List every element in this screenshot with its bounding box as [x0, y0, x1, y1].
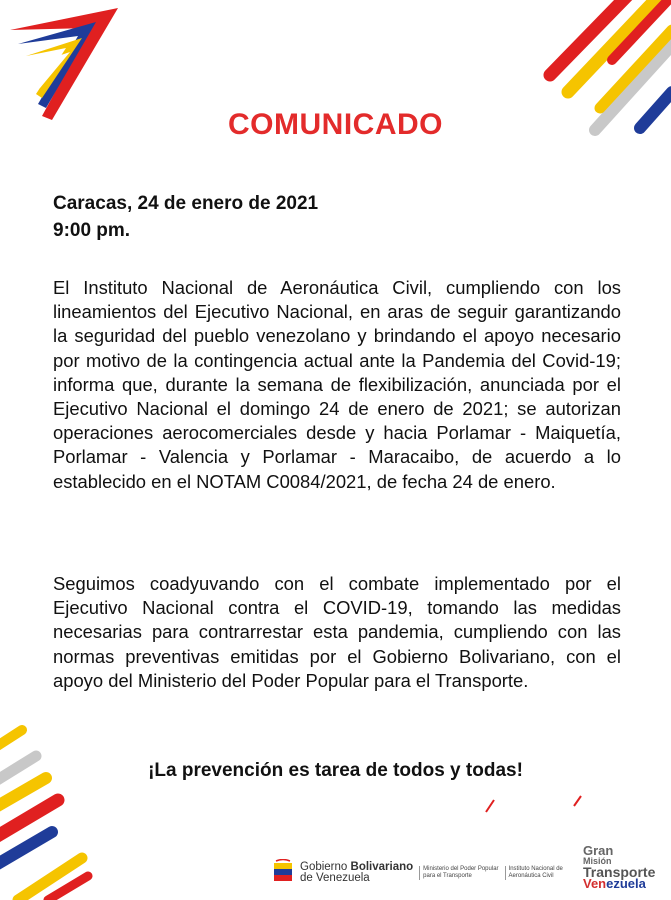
- date-text: Caracas, 24 de enero de 2021: [53, 193, 319, 214]
- dateline: [53, 190, 623, 244]
- ministry-name: Ministerio del Poder Popular para el Transporte: [419, 866, 498, 880]
- closing-slogan: ¡La prevención es tarea de todos y todas!: [148, 760, 523, 781]
- bottom-left-stripes: [0, 730, 88, 900]
- footer-government-logos: [272, 856, 563, 890]
- time-text: 9:00 pm.: [53, 220, 131, 241]
- body-paragraph-1: El Instituto Nacional de Aeronáutica Civil, cumpliendo con los lineamientos del Ejecutivo Nacional, en aras de seguir garantizando la seguridad del pueblo venezolano y brindando el apoyo necesario por motivo de la contingencia actual ante la Pandemia del Covid-19; informa que, durante la semana de flexibilización, anunciada por el Ejecutivo Nacional el domingo 24 de enero de 2021; se autorizan operaciones aerocomerciales desde y hacia Porlamar - Maiquetía, Porlamar - Valencia y Porlamar - Maracaibo, de acuerdo a lo establecido en el NOTAM C0084/2021, de fecha 24 de enero.: [53, 277, 621, 492]
- page-title: COMUNICADO: [228, 108, 443, 141]
- institute-name: Instituto Nacional de Aeronáutica Civil: [505, 866, 563, 880]
- government-name: Gobierno Bolivariano de Venezuela: [300, 861, 414, 884]
- institute-logo-icon: [10, 8, 118, 120]
- government-emblem-icon: [272, 859, 294, 887]
- body-paragraph-2: Seguimos coadyuvando con el combate implementado por el Ejecutivo Nacional contra el COVID-19, tomando las medidas necesarias para contrarrestar esta pandemia, cumpliendo con las normas preventivas emitidas por el Gobierno Bolivariano, con el apoyo del Ministerio del Poder Popular para el Transporte.: [53, 573, 621, 691]
- gran-mision-transporte-logo: Gran Misión Transporte Venezuela: [583, 843, 656, 891]
